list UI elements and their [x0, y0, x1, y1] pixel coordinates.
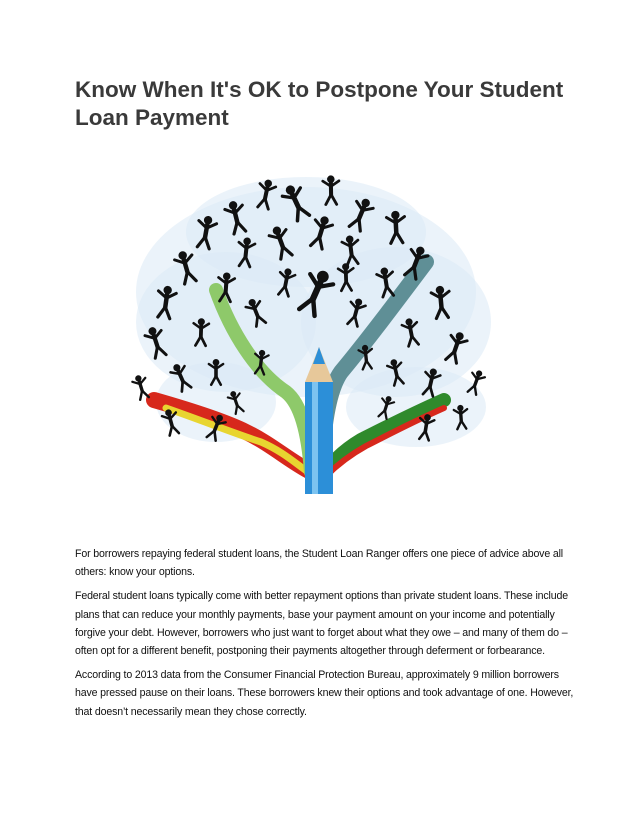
paragraph-2: Federal student loans typically come with better repayment options than private student loans. These include plans that can reduce your monthly payments, base your payment amount on your income and potentially forgive your debt. However, borrowers who just want to forget about what they owe – and many of them do – often opt for a different benefit, postponing their payments altogether through deferment or forbearance.	[75, 590, 568, 658]
blue-pencil-highlight	[312, 382, 318, 494]
sky-cloud	[186, 177, 426, 287]
blue-pencil-body	[305, 382, 333, 494]
illustration-figure	[96, 172, 516, 502]
paragraph-1: For borrowers repaying federal student loans, the Student Loan Ranger offers one piece of advice above all others: know your options.	[75, 548, 564, 579]
paragraph-3: According to 2013 data from the Consumer Financial Protection Bureau, approximately 9 million borrowers have pressed pause on their loans. These borrowers knew their options and took advantage of one. However, that doesn’t necessarily mean they chose correctly.	[75, 669, 574, 718]
person-silhouette	[131, 373, 151, 400]
article-body	[75, 545, 575, 727]
document-title: Know When It's OK to Postpone Your Student Loan Payment	[75, 77, 564, 130]
pencil-tree-people-illustration	[96, 172, 516, 502]
